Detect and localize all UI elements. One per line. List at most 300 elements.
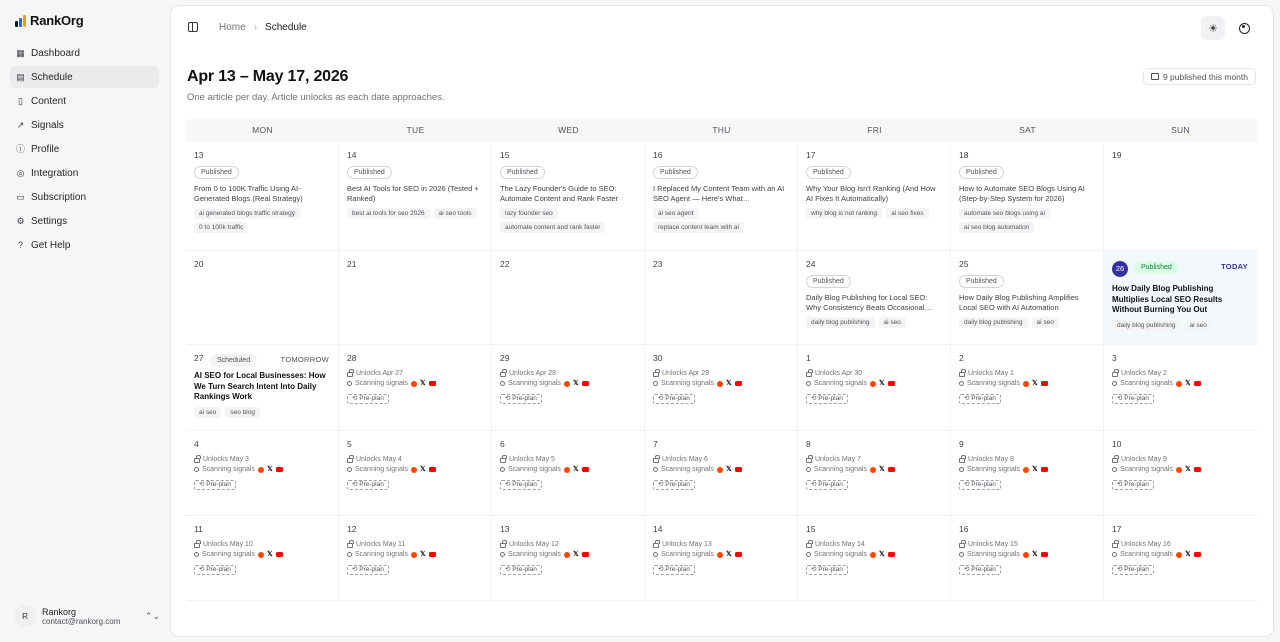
sidebar-item-subscription[interactable] bbox=[10, 186, 159, 208]
help-icon: ? bbox=[17, 239, 23, 250]
unlock-date bbox=[500, 370, 636, 377]
unlock-text: Unlocks May 7 bbox=[815, 456, 861, 463]
calendar-day-cell[interactable] bbox=[645, 431, 798, 516]
preplan-button[interactable]: ⟲ Pre-plan bbox=[1112, 565, 1154, 575]
day-number: 11 bbox=[194, 524, 203, 534]
day-number: 6 bbox=[500, 439, 505, 449]
preplan-button[interactable]: ⟲ Pre-plan bbox=[959, 394, 1001, 404]
scanning-text: Scanning signals bbox=[1120, 380, 1173, 387]
youtube-icon bbox=[582, 552, 589, 557]
reddit-icon bbox=[717, 381, 723, 387]
keyword-tag: ai seo bbox=[1032, 317, 1059, 328]
search-icon bbox=[347, 467, 352, 472]
youtube-icon bbox=[1041, 381, 1048, 386]
scanning-text: Scanning signals bbox=[355, 466, 408, 473]
keyword-tag: daily blog publishing bbox=[806, 317, 875, 328]
sidebar-item-label: Settings bbox=[31, 215, 68, 227]
reddit-icon bbox=[564, 552, 570, 558]
calendar-day-cell[interactable] bbox=[1104, 345, 1257, 431]
unlock-text: Unlocks May 4 bbox=[356, 456, 402, 463]
search-icon bbox=[1112, 381, 1117, 386]
search-icon bbox=[500, 552, 505, 557]
calendar-day-cell[interactable] bbox=[798, 345, 951, 431]
youtube-icon bbox=[888, 552, 895, 557]
day-number: 16 bbox=[959, 524, 969, 534]
badge-wrap bbox=[500, 161, 636, 179]
breadcrumb bbox=[219, 22, 307, 33]
sidebar-item-signals[interactable] bbox=[10, 114, 159, 136]
scanning-signals bbox=[806, 551, 942, 558]
search-icon bbox=[959, 467, 964, 472]
preplan-wrap bbox=[500, 387, 636, 405]
day-number: 9 bbox=[959, 439, 964, 449]
calendar-day-cell[interactable] bbox=[186, 431, 339, 516]
youtube-icon bbox=[276, 467, 283, 472]
youtube-icon bbox=[582, 381, 589, 386]
day-number: 12 bbox=[347, 524, 357, 534]
calendar-day-cell[interactable] bbox=[798, 142, 951, 251]
scanning-signals bbox=[653, 380, 789, 387]
preplan-button[interactable]: ⟲ Pre-plan bbox=[959, 565, 1001, 575]
scanning-text: Scanning signals bbox=[508, 551, 561, 558]
badge-wrap bbox=[347, 161, 483, 179]
scanning-signals bbox=[500, 380, 636, 387]
unlock-text: Unlocks May 11 bbox=[356, 541, 406, 548]
scanning-signals bbox=[653, 466, 789, 473]
unlock-text: Unlocks May 2 bbox=[1121, 370, 1167, 377]
calendar-day-cell[interactable] bbox=[798, 251, 951, 345]
schedule-calendar bbox=[186, 119, 1257, 601]
unlock-text: Unlocks May 12 bbox=[509, 541, 559, 548]
keyword-tag: daily blog publishing bbox=[1112, 320, 1181, 331]
reddit-icon bbox=[717, 467, 723, 473]
youtube-icon bbox=[1194, 552, 1201, 557]
sidebar-item-integration[interactable] bbox=[10, 162, 159, 184]
scanning-signals bbox=[1112, 466, 1249, 473]
weekday-tue: TUE bbox=[406, 125, 425, 135]
day-number: 16 bbox=[653, 150, 663, 160]
sidebar-item-dashboard[interactable] bbox=[10, 42, 159, 64]
search-icon bbox=[653, 552, 658, 557]
x-icon: 𝕏 bbox=[572, 466, 579, 473]
search-icon bbox=[194, 467, 199, 472]
preplan-wrap bbox=[806, 387, 942, 405]
unlock-text: Unlocks May 1 bbox=[968, 370, 1014, 377]
day-number: 23 bbox=[653, 259, 663, 269]
scanning-text: Scanning signals bbox=[967, 380, 1020, 387]
calendar-day-cell[interactable] bbox=[645, 251, 798, 345]
search-icon bbox=[959, 381, 964, 386]
calendar-day-cell[interactable] bbox=[645, 516, 798, 601]
unlock-text: Unlocks Apr 28 bbox=[509, 370, 557, 377]
youtube-icon bbox=[1194, 381, 1201, 386]
scanning-signals bbox=[1112, 551, 1249, 558]
weekday-wed: WED bbox=[558, 125, 579, 135]
calendar-day-cell[interactable] bbox=[186, 142, 339, 251]
brand-logo[interactable] bbox=[15, 13, 84, 28]
day-number: 3 bbox=[1112, 353, 1117, 363]
lock-icon bbox=[1112, 372, 1118, 377]
youtube-icon bbox=[735, 552, 742, 557]
user-name: Rankorg bbox=[42, 606, 77, 617]
unlock-date bbox=[959, 370, 1095, 377]
sidebar-item-label: Signals bbox=[31, 119, 64, 131]
preplan-button[interactable]: ⟲ Pre-plan bbox=[653, 394, 695, 404]
preplan-wrap bbox=[1112, 473, 1249, 491]
breadcrumb-home[interactable]: Home bbox=[219, 22, 246, 33]
day-number: 15 bbox=[806, 524, 816, 534]
preplan-wrap bbox=[347, 473, 483, 491]
calendar-day-cell[interactable] bbox=[951, 345, 1104, 431]
unlock-date bbox=[806, 456, 942, 463]
tag-list bbox=[500, 208, 636, 233]
lock-icon bbox=[653, 543, 659, 548]
keyword-tag: ai seo agent bbox=[653, 208, 698, 219]
user-menu[interactable] bbox=[14, 604, 160, 628]
grid-icon: ▦ bbox=[16, 47, 25, 58]
article-title[interactable]: How Daily Blog Publishing Multiplies Local SEO Results Without Burning You Out bbox=[1112, 284, 1223, 314]
sidebar-item-settings[interactable] bbox=[10, 210, 159, 232]
scanning-signals bbox=[959, 466, 1095, 473]
youtube-icon bbox=[735, 381, 742, 386]
x-icon: 𝕏 bbox=[1184, 551, 1191, 558]
calendar-day-cell[interactable] bbox=[1104, 251, 1257, 345]
preplan-button[interactable]: ⟲ Pre-plan bbox=[347, 394, 389, 404]
search-icon bbox=[653, 467, 658, 472]
preplan-wrap bbox=[653, 473, 789, 491]
preplan-button[interactable]: ⟲ Pre-plan bbox=[806, 565, 848, 575]
preplan-button[interactable]: ⟲ Pre-plan bbox=[1112, 480, 1154, 490]
unlock-text: Unlocks May 15 bbox=[968, 541, 1018, 548]
published-count-text: 9 published this month bbox=[1162, 71, 1248, 82]
search-icon bbox=[500, 467, 505, 472]
calendar-day-cell[interactable] bbox=[798, 516, 951, 601]
brand-name: RankOrg bbox=[30, 13, 84, 28]
sidebar-item-label: Integration bbox=[31, 167, 79, 179]
unlock-date bbox=[194, 456, 330, 463]
x-icon: 𝕏 bbox=[1031, 466, 1038, 473]
scanning-signals bbox=[653, 551, 789, 558]
lock-icon bbox=[1112, 543, 1118, 548]
unlock-date bbox=[500, 456, 636, 463]
preplan-button[interactable]: ⟲ Pre-plan bbox=[653, 565, 695, 575]
day-number: 14 bbox=[653, 524, 663, 534]
day-number: 7 bbox=[653, 439, 658, 449]
book-icon: ▯ bbox=[18, 95, 23, 106]
article-title[interactable]: How to Automate SEO Blogs Using AI (Step-by-Step System for 2026) bbox=[959, 184, 1085, 203]
calendar-day-cell[interactable] bbox=[1104, 431, 1257, 516]
article-title[interactable]: AI SEO for Local Businesses: How We Turn Search Intent Into Daily Rankings Work bbox=[194, 371, 326, 401]
search-icon bbox=[347, 381, 352, 386]
preplan-wrap bbox=[1112, 558, 1249, 576]
calendar-day-cell[interactable] bbox=[645, 345, 798, 431]
preplan-button[interactable]: ⟲ Pre-plan bbox=[653, 480, 695, 490]
lock-icon bbox=[653, 458, 659, 463]
badge-wrap bbox=[806, 161, 942, 179]
tag-list bbox=[1112, 320, 1249, 331]
status-badge: Published bbox=[959, 166, 1004, 179]
preplan-button[interactable]: ⟲ Pre-plan bbox=[806, 480, 848, 490]
keyword-tag: ai generated blogs traffic strategy bbox=[194, 208, 300, 219]
day-number: 19 bbox=[1112, 150, 1122, 160]
reddit-icon bbox=[258, 467, 264, 473]
tag-list bbox=[194, 407, 330, 418]
globe-icon: ◎ bbox=[16, 167, 25, 178]
sidebar-item-get-help[interactable] bbox=[10, 234, 159, 256]
calendar-grid bbox=[186, 142, 1257, 601]
x-icon: 𝕏 bbox=[725, 466, 732, 473]
status-badge: Published bbox=[194, 166, 239, 179]
preplan-button[interactable]: ⟲ Pre-plan bbox=[1112, 394, 1154, 404]
search-icon bbox=[806, 467, 811, 472]
calendar-day-cell[interactable] bbox=[186, 516, 339, 601]
scanning-signals bbox=[500, 466, 636, 473]
preplan-button[interactable]: ⟲ Pre-plan bbox=[347, 565, 389, 575]
youtube-icon bbox=[1194, 467, 1201, 472]
lock-icon bbox=[500, 372, 506, 377]
keyword-tag: best ai tools for seo 2026 bbox=[347, 208, 430, 219]
calendar-day-cell[interactable] bbox=[339, 516, 492, 601]
calendar-day-cell[interactable] bbox=[186, 251, 339, 345]
search-icon bbox=[347, 552, 352, 557]
sidebar-toggle-icon[interactable] bbox=[188, 22, 198, 32]
unlock-date bbox=[1112, 456, 1249, 463]
calendar-day-cell[interactable] bbox=[1104, 142, 1257, 251]
article-title[interactable]: Why Your Blog Isn't Ranking (And How AI Fixes It Automatically) bbox=[806, 184, 936, 203]
calendar-day-cell[interactable] bbox=[186, 345, 339, 431]
unlock-date bbox=[347, 370, 483, 377]
reddit-icon bbox=[1023, 381, 1029, 387]
scanning-signals bbox=[347, 466, 483, 473]
day-number: 5 bbox=[347, 439, 352, 449]
scanning-text: Scanning signals bbox=[1120, 466, 1173, 473]
keyword-tag: automate content and rank faster bbox=[500, 222, 605, 233]
weekday-thu: THU bbox=[712, 125, 731, 135]
article-title[interactable]: Best AI Tools for SEO in 2026 (Tested + Ranked) bbox=[347, 184, 479, 203]
calendar-day-cell[interactable] bbox=[1104, 516, 1257, 601]
search-icon bbox=[806, 381, 811, 386]
day-number: 1 bbox=[806, 353, 811, 363]
preplan-button[interactable]: ⟲ Pre-plan bbox=[194, 565, 236, 575]
reddit-icon bbox=[870, 467, 876, 473]
trend-icon: ↗ bbox=[16, 119, 25, 130]
lock-icon bbox=[194, 543, 200, 548]
status-badge: Published bbox=[653, 166, 698, 179]
calendar-day-cell[interactable] bbox=[492, 431, 645, 516]
x-icon: 𝕏 bbox=[419, 380, 426, 387]
preplan-wrap bbox=[347, 387, 483, 405]
day-number: 22 bbox=[500, 259, 510, 269]
unlock-text: Unlocks May 9 bbox=[1121, 456, 1167, 463]
tag-list bbox=[806, 208, 942, 219]
calendar-icon: ▤ bbox=[16, 71, 25, 82]
sidebar-item-content[interactable] bbox=[10, 90, 159, 112]
scanning-signals bbox=[806, 380, 942, 387]
youtube-icon bbox=[888, 381, 895, 386]
article-title[interactable]: Daily Blog Publishing for Local SEO: Why Consistency Beats Occasional… bbox=[806, 293, 932, 312]
preplan-wrap bbox=[653, 387, 789, 405]
calendar-day-cell[interactable] bbox=[492, 251, 645, 345]
calendar-day-cell[interactable] bbox=[798, 431, 951, 516]
preplan-wrap bbox=[806, 558, 942, 576]
calendar-day-cell[interactable] bbox=[951, 142, 1104, 251]
scanning-signals bbox=[347, 380, 483, 387]
lock-icon bbox=[806, 458, 812, 463]
search-icon bbox=[806, 552, 811, 557]
calendar-day-cell[interactable] bbox=[492, 345, 645, 431]
preplan-wrap bbox=[959, 473, 1095, 491]
youtube-icon bbox=[429, 381, 436, 386]
status-badge: Published bbox=[347, 166, 392, 179]
unlock-date bbox=[806, 370, 942, 377]
avatar: R bbox=[14, 605, 36, 627]
keyword-tag: lazy founder seo bbox=[500, 208, 558, 219]
lock-icon bbox=[959, 372, 965, 377]
day-number: 13 bbox=[194, 150, 204, 160]
unlock-date bbox=[806, 541, 942, 548]
keyword-tag: daily blog publishing bbox=[959, 317, 1028, 328]
unlock-text: Unlocks May 8 bbox=[968, 456, 1014, 463]
chevron-up-down-icon[interactable]: ⌃⌄ bbox=[144, 610, 160, 621]
status-badge: Published bbox=[1134, 261, 1179, 274]
lock-icon bbox=[959, 458, 965, 463]
reddit-icon bbox=[1176, 552, 1182, 558]
calendar-day-cell[interactable] bbox=[339, 345, 492, 431]
reddit-icon bbox=[1176, 381, 1182, 387]
weekday-header bbox=[186, 119, 1257, 142]
scanning-signals bbox=[959, 551, 1095, 558]
preplan-wrap bbox=[194, 558, 330, 576]
scanning-text: Scanning signals bbox=[967, 551, 1020, 558]
preplan-button[interactable]: ⟲ Pre-plan bbox=[806, 394, 848, 404]
tomorrow-label: TOMORROW bbox=[280, 355, 329, 364]
x-icon: 𝕏 bbox=[1184, 466, 1191, 473]
badge-wrap bbox=[806, 270, 942, 288]
unlock-text: Unlocks Apr 29 bbox=[662, 370, 710, 377]
sidebar-item-label: Get Help bbox=[31, 239, 71, 251]
unlock-date bbox=[1112, 370, 1249, 377]
calendar-day-cell[interactable] bbox=[951, 431, 1104, 516]
keyword-tag: automate seo blogs using ai bbox=[959, 208, 1050, 219]
preplan-wrap bbox=[194, 473, 330, 491]
x-icon: 𝕏 bbox=[725, 380, 732, 387]
account-button[interactable] bbox=[1232, 16, 1256, 40]
preplan-button[interactable]: ⟲ Pre-plan bbox=[500, 394, 542, 404]
weekday-sun: SUN bbox=[1171, 125, 1190, 135]
calendar-day-cell[interactable] bbox=[339, 431, 492, 516]
youtube-icon bbox=[429, 552, 436, 557]
unlock-text: Unlocks May 5 bbox=[509, 456, 555, 463]
scanning-text: Scanning signals bbox=[814, 466, 867, 473]
reddit-icon bbox=[411, 467, 417, 473]
preplan-button[interactable]: ⟲ Pre-plan bbox=[500, 565, 542, 575]
lock-icon bbox=[959, 543, 965, 548]
weekday-fri: FRI bbox=[867, 125, 882, 135]
unlock-date bbox=[653, 456, 789, 463]
preplan-button[interactable]: ⟲ Pre-plan bbox=[959, 480, 1001, 490]
unlock-date bbox=[653, 370, 789, 377]
lock-icon bbox=[347, 372, 353, 377]
unlock-text: Unlocks May 3 bbox=[203, 456, 249, 463]
tag-list bbox=[347, 208, 483, 219]
keyword-tag: replace content team with ai bbox=[653, 222, 744, 233]
search-icon bbox=[1112, 467, 1117, 472]
day-number: 26 bbox=[1112, 261, 1128, 277]
preplan-button[interactable]: ⟲ Pre-plan bbox=[500, 480, 542, 490]
preplan-button[interactable]: ⟲ Pre-plan bbox=[194, 480, 236, 490]
status-badge: Published bbox=[806, 275, 851, 288]
calendar-day-cell[interactable] bbox=[645, 142, 798, 251]
calendar-day-cell[interactable] bbox=[492, 142, 645, 251]
unlock-date bbox=[347, 541, 483, 548]
calendar-day-cell[interactable] bbox=[339, 142, 492, 251]
theme-toggle-button[interactable] bbox=[1201, 16, 1225, 40]
preplan-button[interactable]: ⟲ Pre-plan bbox=[347, 480, 389, 490]
sun-icon: ☀ bbox=[1208, 22, 1218, 35]
page-subtitle: One article per day. Article unlocks as each date approaches. bbox=[187, 92, 445, 103]
day-number: 20 bbox=[194, 259, 204, 269]
youtube-icon bbox=[276, 552, 283, 557]
article-title[interactable]: From 0 to 100K Traffic Using AI-Generated Blogs (Real Strategy) bbox=[194, 184, 303, 203]
sidebar-item-schedule[interactable] bbox=[10, 66, 159, 88]
lock-icon bbox=[347, 458, 353, 463]
keyword-tag: 0 to 100k traffic bbox=[194, 222, 248, 233]
preplan-wrap bbox=[500, 558, 636, 576]
article-title[interactable]: I Replaced My Content Team with an AI SEO Agent — Here's What… bbox=[653, 184, 785, 203]
calendar-day-cell[interactable] bbox=[951, 251, 1104, 345]
scanning-text: Scanning signals bbox=[661, 380, 714, 387]
day-number: 15 bbox=[500, 150, 510, 160]
calendar-day-cell[interactable] bbox=[339, 251, 492, 345]
keyword-tag: ai seo bbox=[1185, 320, 1212, 331]
unlock-date bbox=[1112, 541, 1249, 548]
unlock-date bbox=[959, 456, 1095, 463]
calendar-day-cell[interactable] bbox=[492, 516, 645, 601]
scanning-text: Scanning signals bbox=[967, 466, 1020, 473]
sidebar bbox=[0, 0, 170, 642]
sidebar-item-profile[interactable] bbox=[10, 138, 159, 160]
unlock-text: Unlocks May 13 bbox=[662, 541, 712, 548]
breadcrumb-current: Schedule bbox=[265, 22, 307, 33]
badge-wrap bbox=[959, 270, 1095, 288]
reddit-icon bbox=[870, 381, 876, 387]
youtube-icon bbox=[1041, 467, 1048, 472]
reddit-icon bbox=[717, 552, 723, 558]
scanning-signals bbox=[806, 466, 942, 473]
x-icon: 𝕏 bbox=[266, 466, 273, 473]
preplan-wrap bbox=[500, 473, 636, 491]
article-title[interactable]: How Daily Blog Publishing Amplifies Local SEO with AI Automation bbox=[959, 293, 1079, 312]
preplan-wrap bbox=[959, 387, 1095, 405]
preplan-wrap bbox=[653, 558, 789, 576]
calendar-day-cell[interactable] bbox=[951, 516, 1104, 601]
preplan-wrap bbox=[959, 558, 1095, 576]
day-number: 28 bbox=[347, 353, 357, 363]
scanning-text: Scanning signals bbox=[508, 380, 561, 387]
day-number: 14 bbox=[347, 150, 357, 160]
lock-icon bbox=[653, 372, 659, 377]
preplan-wrap bbox=[1112, 387, 1249, 405]
unlock-text: Unlocks Apr 30 bbox=[815, 370, 863, 377]
day-number: 4 bbox=[194, 439, 199, 449]
reddit-icon bbox=[564, 381, 570, 387]
main-panel bbox=[170, 5, 1274, 637]
youtube-icon bbox=[582, 467, 589, 472]
article-title[interactable]: The Lazy Founder's Guide to SEO: Automate Content and Rank Faster bbox=[500, 184, 618, 203]
unlock-date bbox=[959, 541, 1095, 548]
status-badge: Published bbox=[959, 275, 1004, 288]
info-icon: ⓘ bbox=[16, 143, 26, 154]
